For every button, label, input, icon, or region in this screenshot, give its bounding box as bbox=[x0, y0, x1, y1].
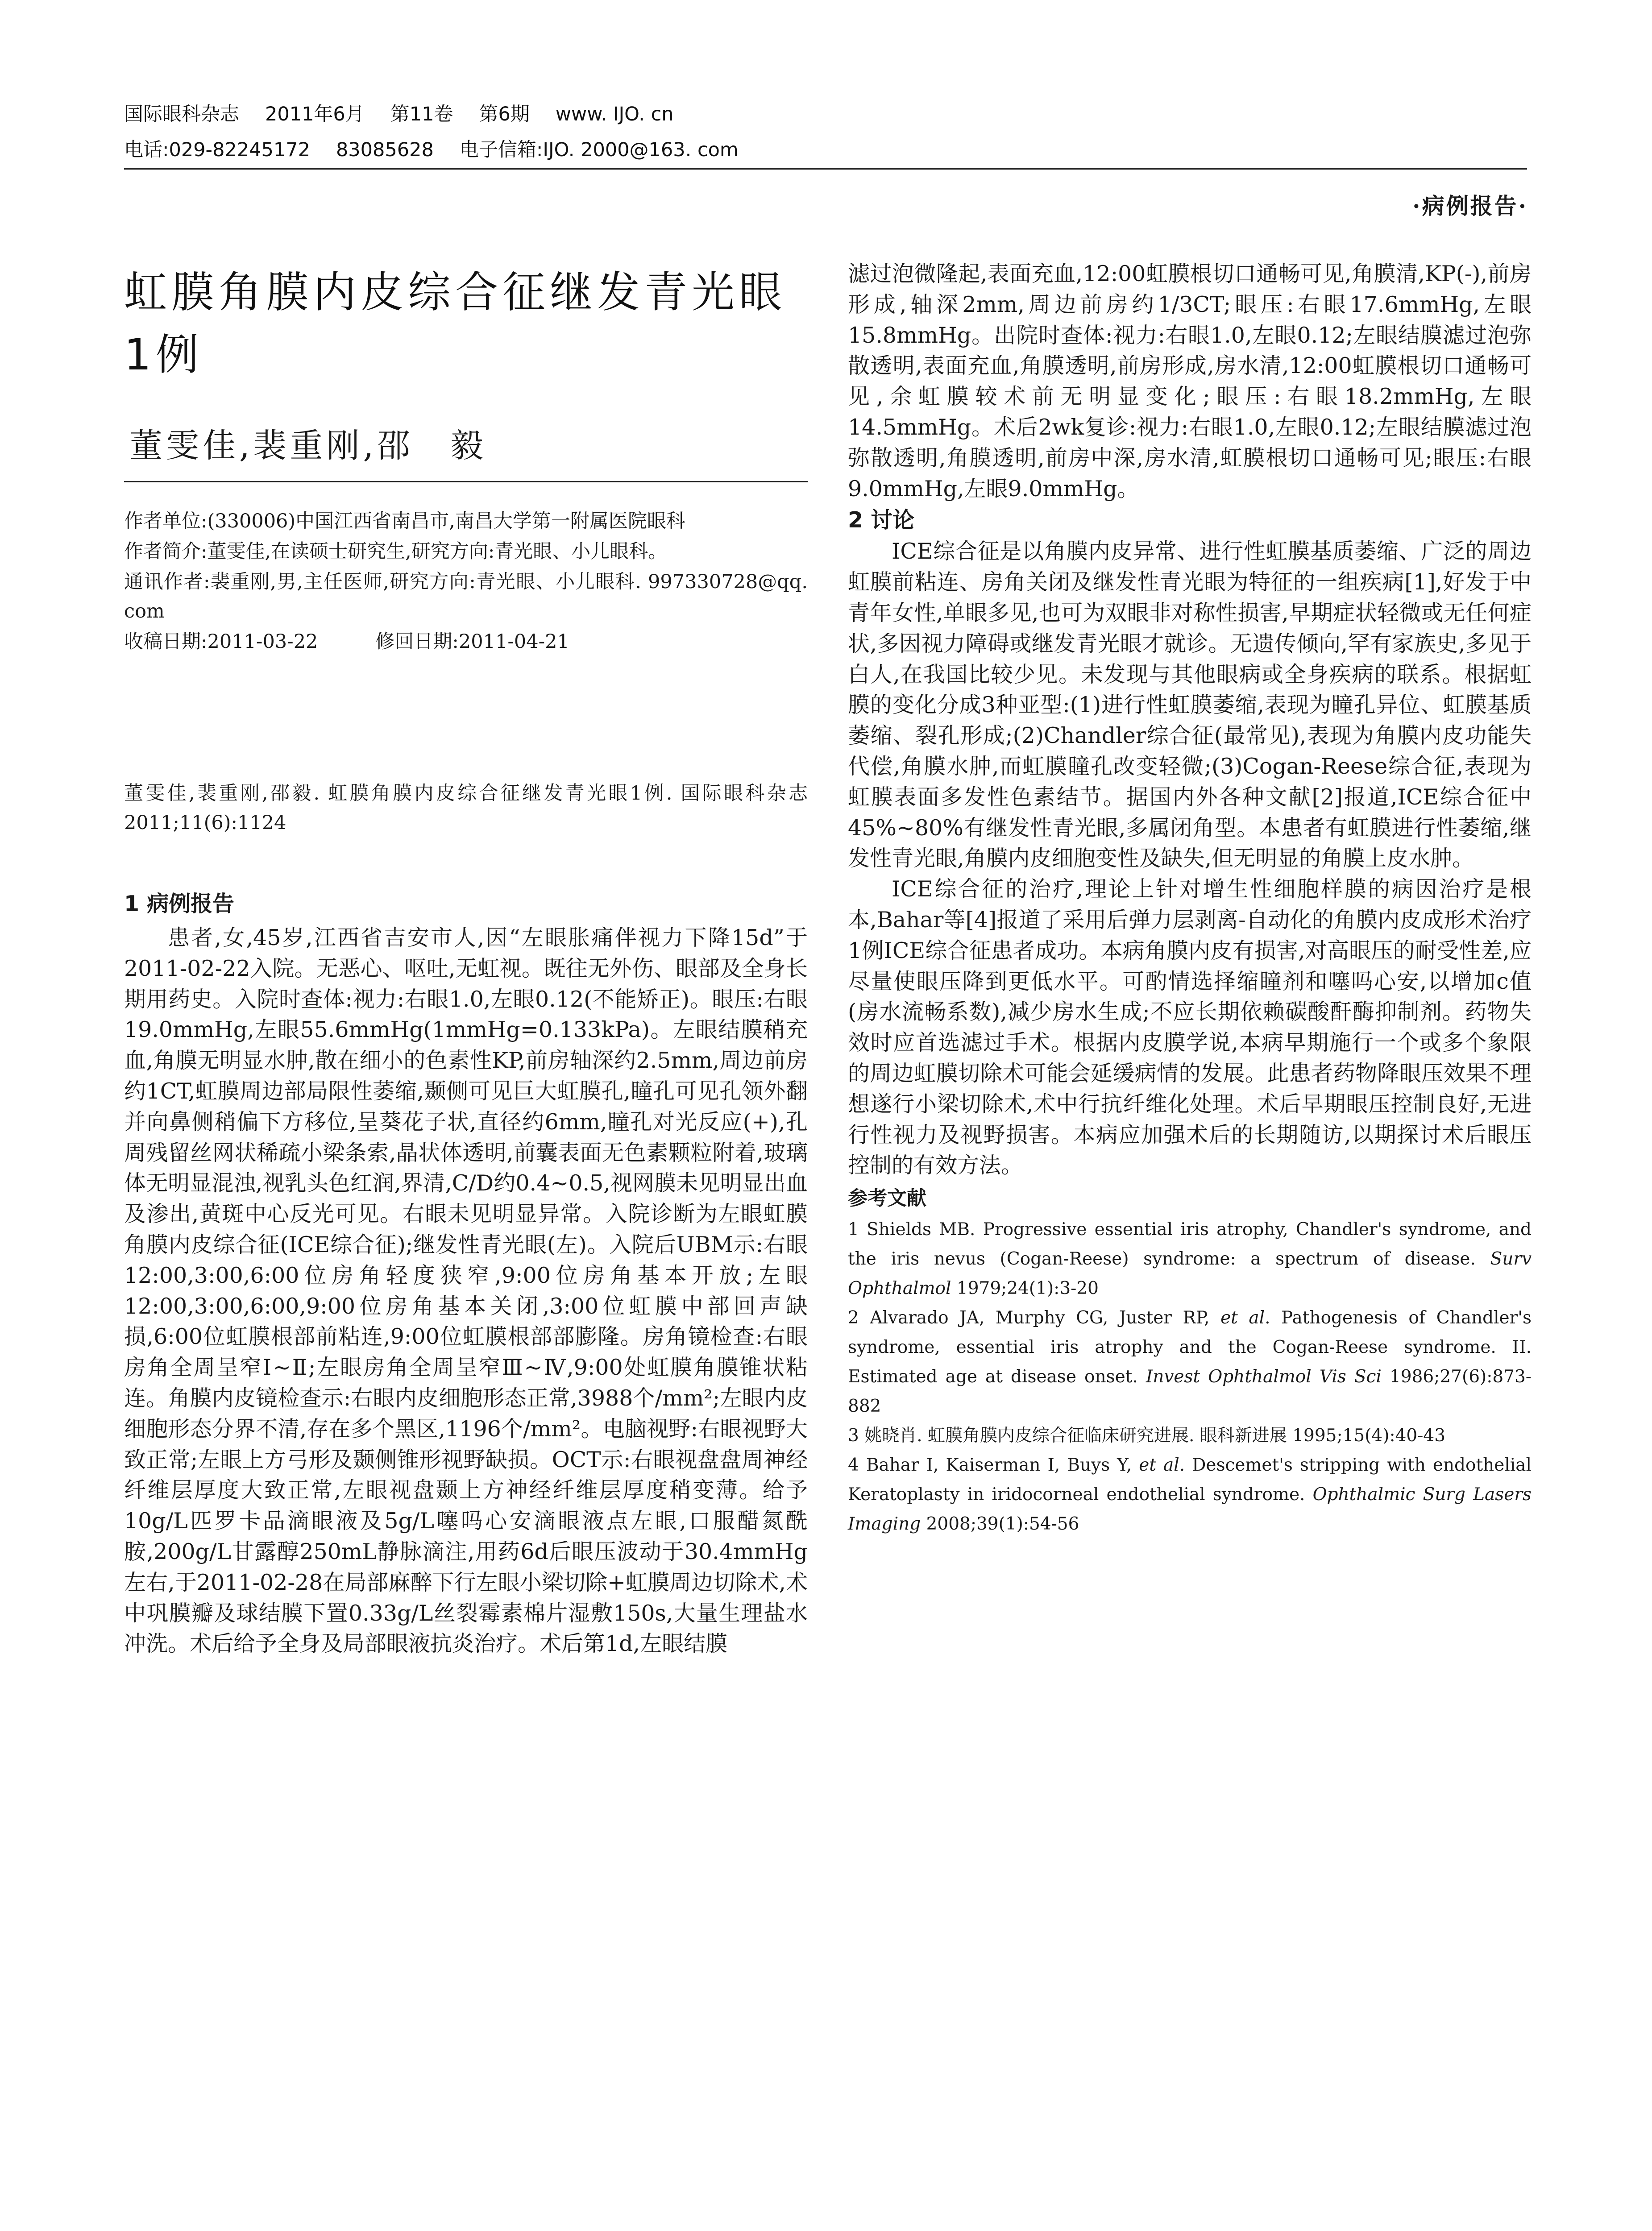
journal-name: 国际眼科杂志 bbox=[124, 103, 239, 125]
reference-item: 2 Alvarado JA, Murphy CG, Juster RP, et al. Pathogenesis of Chandler's syndrome, essential iris atrophy and the Cogan-Reese syndrome. II. Estimated age at disease onset. Invest Ophthalmol Vis Sci 1986;27(6):873-882 bbox=[848, 1308, 1532, 1417]
author-affiliation: 作者单位:(330006)中国江西省南昌市,南昌大学第一附属医院眼科 bbox=[124, 510, 685, 532]
author-biography: 作者简介:董雯佳,在读硕士研究生,研究方向:青光眼、小儿眼科。 bbox=[124, 540, 668, 563]
corresponding-author: 通讯作者:裴重刚,男,主任医师,研究方向:青光眼、小儿眼科. 997330728@qq. com bbox=[124, 571, 808, 622]
references-heading: 参考文献 bbox=[848, 1187, 926, 1210]
reference-item: 4 Bahar I, Kaiserman I, Buys Y, et al. Descemet's stripping with endothelial Keratoplasty in iridocorneal endothelial syndrome. Ophthalmic Surg Lasers Imaging 2008;39(1):54-56 bbox=[848, 1455, 1532, 1534]
journal-header-line1 bbox=[124, 99, 699, 126]
section-heading-discussion: 2 讨论 bbox=[848, 507, 915, 533]
phone-number: 电话:029-82245172 bbox=[124, 139, 310, 161]
phone-number-2: 83085628 bbox=[336, 139, 434, 161]
body-paragraph: ICE综合征是以角膜内皮异常、进行性虹膜基质萎缩、广泛的周边虹膜前粘连、房角关闭及继发性青光眼为特征的一组疾病[1],好发于中青年女性,单眼多见,也可为双眼非对称性损害,早期症状轻微或无任何症状,多因视力障碍或继发青光眼才就诊。无遗传倾向,罕有家族史,多见于白人,在我国比较少见。未发现与其他眼病或全身疾病的联系。根据虹膜的变化分成3种亚型:(1)进行性虹膜萎缩,表现为瞳孔异位、虹膜基质萎缩、裂孔形成;(2)Chandler综合征(最常见),表现为角膜内皮功能失代偿,角膜水肿,而虹膜瞳孔改变轻微;(3)Cogan-Reese综合征,表现为虹膜表面多发性色素结节。据国内外各种文献[2]报道,ICE综合征中45%~80%有继发性青光眼,多属闭角型。本患者有虹膜进行性萎缩,继发性青光眼,角膜内皮细胞变性及缺失,但无明显的角膜上皮水肿。 bbox=[848, 539, 1532, 871]
body-paragraph-continued: 滤过泡微隆起,表面充血,12:00虹膜根切口通畅可见,角膜清,KP(-),前房形成,轴深2mm,周边前房约1/3CT;眼压:右眼17.6mmHg,左眼15.8mmHg。出院时查体:视力:右眼1.0,左眼0.12;左眼结膜滤过泡弥散透明,表面充血,角膜透明,前房形成,房水清,12:00虹膜根切口通畅可见,余虹膜较术前无明显变化;眼压:右眼18.2mmHg,左眼14.5mmHg。术后2wk复诊:视力:右眼1.0,左眼0.12;左眼结膜滤过泡弥散透明,角膜透明,前房中深,房水清,虹膜根切口通畅可见;眼压:右眼9.0mmHg,左眼9.0mmHg。 bbox=[848, 261, 1532, 502]
issue-date: 2011年6月 bbox=[265, 103, 365, 125]
article-title: 虹膜角膜内皮综合征继发青光眼1例 bbox=[124, 267, 786, 380]
section-label: ·病例报告· bbox=[1412, 193, 1528, 219]
article-authors: 董雯佳,裴重刚,邵 毅 bbox=[129, 427, 487, 465]
issue-number: 第6期 bbox=[479, 103, 530, 125]
header-rule bbox=[124, 168, 1527, 170]
section-heading-case-report: 1 病例报告 bbox=[124, 891, 235, 916]
case-report-body bbox=[124, 923, 808, 1659]
author-metadata bbox=[124, 506, 808, 657]
volume: 第11卷 bbox=[390, 103, 453, 125]
received-revised-dates: 收稿日期:2011-03-22 修回日期:2011-04-21 bbox=[124, 630, 569, 653]
journal-email: 电子信箱:IJO. 2000@163. com bbox=[459, 139, 739, 161]
authors-rule bbox=[124, 481, 808, 482]
reference-item: 3 姚晓肖. 虹膜角膜内皮综合征临床研究进展. 眼科新进展 1995;15(4):40-43 bbox=[848, 1426, 1446, 1446]
article-citation: 董雯佳,裴重刚,邵毅. 虹膜角膜内皮综合征继发青光眼1例. 国际眼科杂志 2011;11(6):1124 bbox=[124, 782, 808, 834]
body-paragraph: 患者,女,45岁,江西省吉安市人,因“左眼胀痛伴视力下降15d”于2011-02-22入院。无恶心、呕吐,无虹视。既往无外伤、眼部及全身长期用药史。入院时查体:视力:右眼1.0,左眼0.12(不能矫正)。眼压:右眼19.0mmHg,左眼55.6mmHg(1mmHg=0.133kPa)。左眼结膜稍充血,角膜无明显水肿,散在细小的色素性KP,前房轴深约2.5mm,周边前房约1CT,虹膜周边部局限性萎缩,颞侧可见巨大虹膜孔,瞳孔可见孔领外翻并向鼻侧稍偏下方移位,呈葵花子状,直径约6mm,瞳孔对光反应(+),孔周残留丝网状稀疏小梁条索,晶状体透明,前囊表面无色素颗粒附着,玻璃体无明显混浊,视乳头色红润,界清,C/D约0.4~0.5,视网膜未见明显出血及渗出,黄斑中心反光可见。右眼未见明显异常。入院诊断为左眼虹膜角膜内皮综合征(ICE综合征);继发性青光眼(左)。入院后UBM示:右眼12:00,3:00,6:00位房角轻度狭窄,9:00位房角基本开放;左眼12:00,3:00,6:00,9:00位房角基本关闭,3:00位虹膜中部回声缺损,6:00位虹膜根部前粘连,9:00位虹膜根部部膨隆。房角镜检查:右眼房角全周呈窄Ⅰ~Ⅱ;左眼房角全周呈窄Ⅲ~Ⅳ,9:00处虹膜角膜锥状粘连。角膜内皮镜检查示:右眼内皮细胞形态正常,3988个/mm²;左眼内皮细胞形态分界不清,存在多个黑区,1196个/mm²。电脑视野:右眼视野大致正常;左眼上方弓形及颞侧锥形视野缺损。OCT示:右眼视盘盘周神经纤维层厚度大致正常,左眼视盘颞上方神经纤维层厚度稍变薄。给予10g/L匹罗卡品滴眼液及5g/L噻吗心安滴眼液点左眼,口服醋氮酰胺,200g/L甘露醇250mL静脉滴注,用药6d后眼压波动于30.4mmHg左右,于2011-02-28在局部麻醉下行左眼小梁切除+虹膜周边切除术,术中巩膜瓣及球结膜下置0.33g/L丝裂霉素棉片湿敷150s,大量生理盐水冲洗。术后给予全身及局部眼液抗炎治疗。术后第1d,左眼结膜 bbox=[124, 925, 808, 1657]
journal-header-line2 bbox=[124, 135, 764, 162]
reference-item: 1 Shields MB. Progressive essential iris atrophy, Chandler's syndrome, and the iris nevus (Cogan-Reese) syndrome: a spectrum of disease. Surv Ophthalmol 1979;24(1):3-20 bbox=[848, 1219, 1532, 1299]
body-paragraph: ICE综合征的治疗,理论上针对增生性细胞样膜的病因治疗是根本,Bahar等[4]报道了采用后弹力层剥离-自动化的角膜内皮成形术治疗1例ICE综合征患者成功。本病角膜内皮有损害,对高眼压的耐受性差,应尽量使眼压降到更低水平。可酌情选择缩瞳剂和噻吗心安,以增加c值(房水流畅系数),减少房水生成;不应长期依赖碳酸酐酶抑制剂。药物失效时应首选滤过手术。根据内皮膜学说,本病早期施行一个或多个象限的周边虹膜切除术可能会延缓病情的发展。此患者药物降眼压效果不理想遂行小梁切除术,术中行抗纤维化处理。术后早期眼压控制良好,无进行性视力及视野损害。本病应加强术后的长期随访,以期探讨术后眼压控制的有效方法。 bbox=[848, 876, 1532, 1178]
right-column bbox=[848, 259, 1532, 1539]
journal-website: www. IJO. cn bbox=[555, 103, 674, 125]
